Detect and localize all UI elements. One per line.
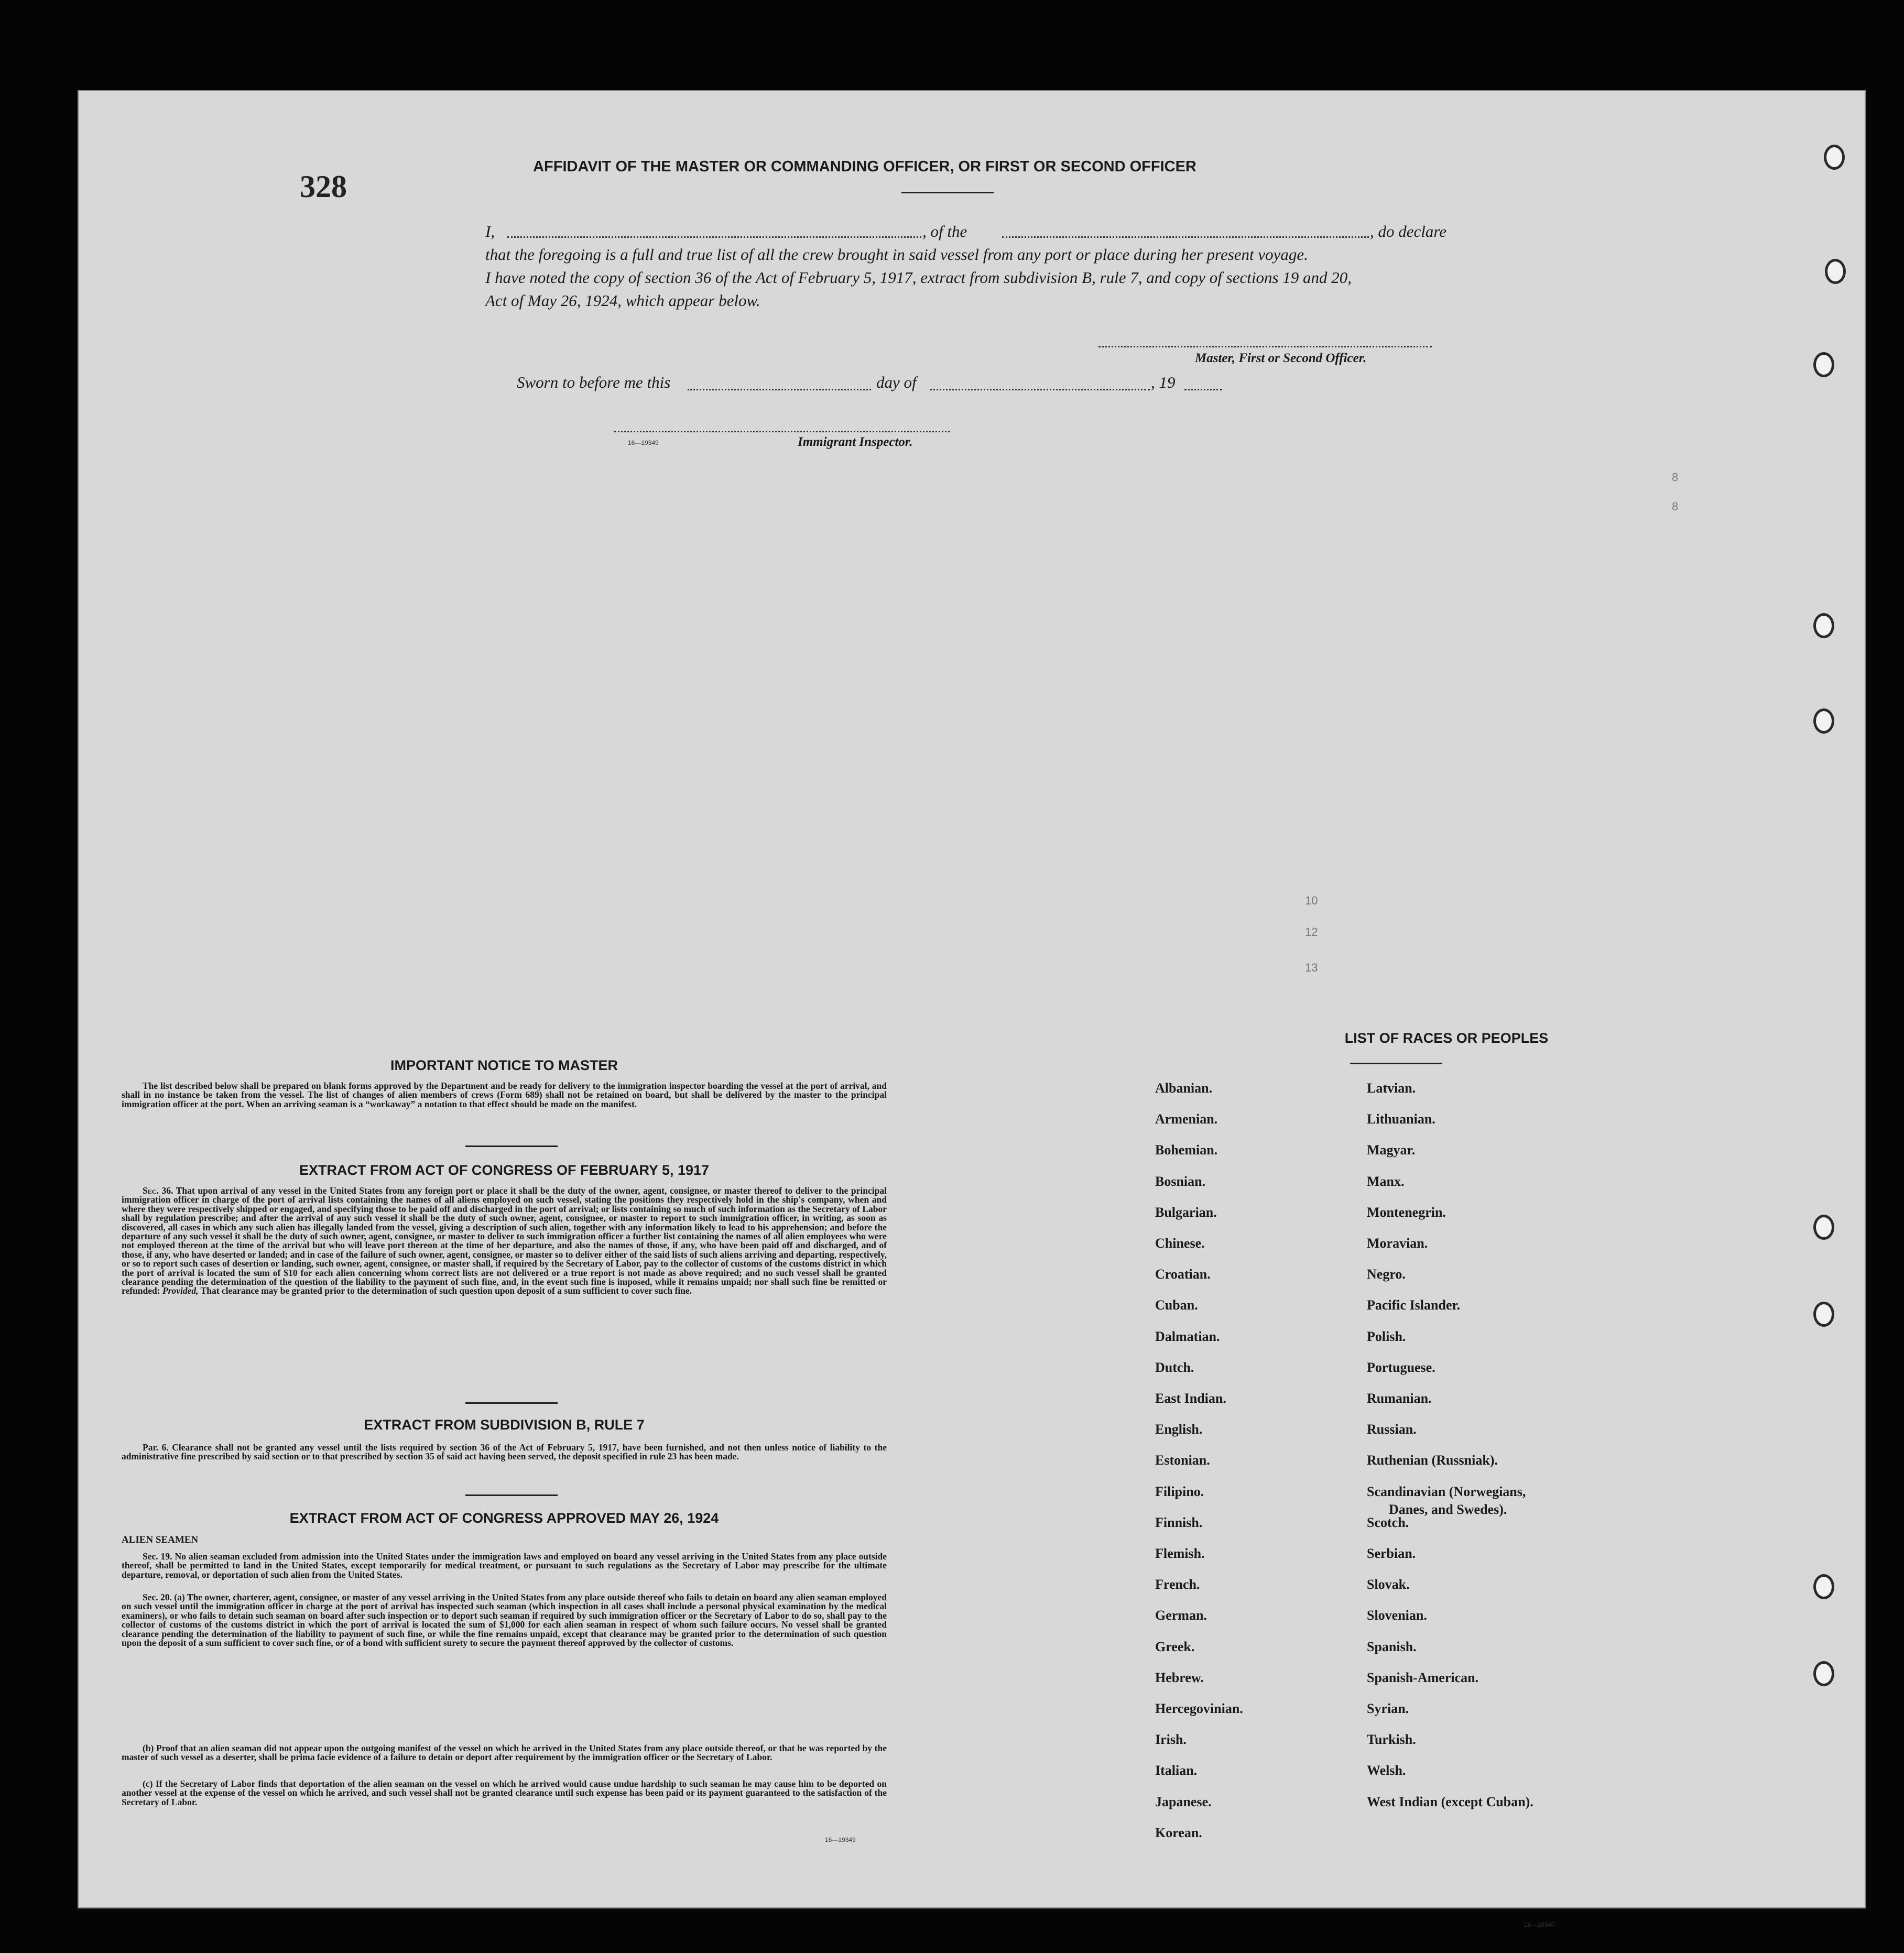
section-rule (465, 1494, 558, 1496)
race-item: Slovak. (1367, 1577, 1410, 1592)
race-item: Hercegovinian. (1155, 1701, 1243, 1716)
sec-36-text-end: That clearance may be granted prior to the determination of such question upon deposit of a sum sufficient to cover such fine. (200, 1285, 692, 1296)
title-rule (901, 192, 994, 193)
year-blank (1184, 389, 1222, 390)
races-title: LIST OF RACES OR PEOPLES (1344, 1030, 1549, 1046)
race-item: Serbian. (1367, 1546, 1416, 1561)
race-item: Negro. (1367, 1267, 1406, 1282)
day-blank (688, 389, 871, 390)
punch-hole (1813, 708, 1834, 734)
punch-hole (1813, 1215, 1834, 1240)
inspector-label: Immigrant Inspector. (798, 435, 913, 449)
race-item: Welsh. (1367, 1763, 1406, 1779)
race-item: Irish. (1155, 1732, 1187, 1748)
race-item: West Indian (except Cuban). (1367, 1794, 1533, 1809)
punch-hole (1824, 145, 1845, 170)
race-item: Moravian. (1367, 1236, 1428, 1251)
race-item: Scandinavian (Norwegians, (1367, 1483, 1526, 1499)
race-item: Filipino. (1155, 1483, 1204, 1499)
form-number: 16—19349 (628, 439, 659, 446)
extract-1917-body (122, 1186, 887, 1296)
stamp-mark: 328 (300, 169, 347, 204)
race-item: Magyar. (1367, 1142, 1416, 1158)
sec-20c-text: (c) If the Secretary of Labor finds that deportation of the alien seaman on the vessel on which he arrived would cause undue hardship to such seaman he may cause him to be deported on another vessel at the expense of the vessel on which he arrived, and such vessel shall not be granted clearance until such expense has been paid or its payment guaranteed to the satisfaction of the Secretary of Labor. (122, 1779, 887, 1807)
race-item: Dutch. (1155, 1359, 1194, 1375)
month-blank (930, 389, 1150, 390)
race-item: German. (1155, 1608, 1207, 1623)
affidavit-line3: I have noted the copy of section 36 of the Act of February 5, 1917, extract from subdivision B, rule 7, and copy of sections 19 and 20, (485, 268, 1352, 287)
bleed-through-mark: 8 (1672, 500, 1679, 513)
sec-19-text: Sec. 19. No alien seaman excluded from admission into the United States under the immigration laws and employed on board any vessel arriving in the United States from any place outside thereof, shall be permitted to land in the United States, except temporarily for medical treatment, or pursuant to such regulations as the Secretary of Labor may prescribe for the ultimate departure, removal, or deportation of such alien from the United States. (122, 1551, 887, 1580)
race-item: Polish. (1367, 1328, 1406, 1344)
race-item: Italian. (1155, 1763, 1198, 1779)
bleed-through-mark: 10 (1305, 894, 1318, 907)
race-item: Armenian. (1155, 1111, 1218, 1127)
provided-label: Provided, (162, 1285, 199, 1296)
notice-body: The list described below shall be prepared on blank forms approved by the Department and be ready for delivery to the immigration inspector boarding the vessel at the port of arrival, and shall in no instance be taken from the vessel. The list of changes of alien members of crews (Form 689) shall not be retained on board, but shall be delivered by the master to the principal immigration officer at the port. When an arriving seaman is a “workaway” a notation to that effect should be made on the manifest. (122, 1081, 887, 1109)
race-item: Finnish. (1155, 1514, 1203, 1530)
punch-hole (1813, 1302, 1834, 1327)
document-page (78, 90, 1866, 1928)
race-item: Danes, and Swedes). (1389, 1501, 1507, 1517)
section-rule (465, 1402, 558, 1404)
inspector-signature-line (614, 431, 950, 432)
punch-hole (1813, 352, 1834, 377)
race-item: Rumanian. (1367, 1391, 1432, 1406)
race-item: East Indian. (1155, 1391, 1226, 1406)
year-prefix: , 19 (1151, 373, 1176, 391)
punch-hole (1813, 1574, 1834, 1599)
master-label: Master, First or Second Officer. (1195, 351, 1367, 365)
race-item: Bulgarian. (1155, 1204, 1217, 1220)
affidavit-i: I, (485, 222, 495, 241)
name-blank (507, 236, 921, 238)
alien-seamen-subtitle: ALIEN SEAMEN (122, 1534, 199, 1545)
race-item: Croatian. (1155, 1267, 1211, 1282)
affidavit-of: , of the (922, 222, 967, 241)
master-signature-line (1098, 346, 1432, 347)
affidavit-declare: , do declare (1370, 222, 1447, 241)
affidavit-line4: Act of May 26, 1924, which appear below. (485, 291, 760, 310)
race-item: Montenegrin. (1367, 1204, 1446, 1220)
bleed-through-mark: 8 (1672, 471, 1679, 484)
sworn-prefix: Sworn to before me this (517, 373, 671, 391)
races-form-number: 16—19340 (1524, 1921, 1555, 1928)
extract-1917-title: EXTRACT FROM ACT OF CONGRESS OF FEBRUARY 5, 1917 (299, 1162, 710, 1178)
extract-1924-title: EXTRACT FROM ACT OF CONGRESS APPROVED MAY 26, 1924 (289, 1510, 719, 1526)
bleed-through-mark: 12 (1305, 925, 1318, 939)
race-item: Slovenian. (1367, 1608, 1427, 1623)
race-item: Spanish-American. (1367, 1670, 1479, 1685)
race-item: Syrian. (1367, 1701, 1409, 1716)
race-item: Turkish. (1367, 1732, 1416, 1748)
race-item: Manx. (1367, 1173, 1405, 1189)
race-item: Albanian. (1155, 1081, 1213, 1096)
affidavit-line2: that the foregoing is a full and true list of all the crew brought in said vessel from any port or place during her present voyage. (485, 245, 1308, 264)
race-item: Hebrew. (1155, 1670, 1204, 1685)
race-item: Estonian. (1155, 1453, 1210, 1468)
race-item: Chinese. (1155, 1236, 1205, 1251)
bleed-through-mark: 13 (1305, 961, 1318, 974)
extract-rule7-body: Par. 6. Clearance shall not be granted any vessel until the lists required by section 36 of the Act of February 5, 1917, have been furnished, and not then unless notice of liability to the administrative fine prescribed by said section or to that prescribed by section 35 of said act having been served, the deposit specified in rule 23 has been made. (122, 1442, 887, 1462)
form-number: 16—19349 (825, 1836, 856, 1843)
race-item: Scotch. (1367, 1514, 1409, 1530)
race-item: Bosnian. (1155, 1173, 1206, 1189)
race-item: Ruthenian (Russniak). (1367, 1453, 1498, 1468)
punch-hole (1825, 259, 1846, 284)
notice-title: IMPORTANT NOTICE TO MASTER (390, 1057, 618, 1073)
race-item: Korean. (1155, 1825, 1202, 1840)
sec-36-label: Sec. 36. (143, 1185, 173, 1196)
race-item: Cuban. (1155, 1297, 1198, 1313)
sec-20a-text: Sec. 20. (a) The owner, charterer, agent, consignee, or master of any vessel arriving in the United States from any place outside thereof who fails to detain on board any alien seaman employed on such vessel until the immigration officer in charge at the port of arrival has inspected such seaman (which inspection in all cases shall include a personal physical examination by the medical examiners), or who fails to detain such seaman on board after such inspection or to deport such seaman if required by such immigration officer or the Secretary of Labor to do so, shall pay to the collector of customs of the customs district in which the port of arrival is located the sum of $1,000 for each alien seaman in respect of whom such failure occurs. No vessel shall be granted clearance pending the determination of the liability to payment of such fine, or while the fine remains unpaid, except that clearance may be granted prior to the determination of such question upon the deposit of a sum sufficient to cover such fine, or of a bond with sufficient surety to secure the payment thereof approved by the collector of customs. (122, 1592, 887, 1649)
race-item: Lithuanian. (1367, 1111, 1435, 1127)
race-item: Pacific Islander. (1367, 1297, 1461, 1313)
section-rule (465, 1145, 558, 1147)
race-item: French. (1155, 1577, 1200, 1592)
punch-hole (1813, 1661, 1834, 1686)
extract-rule7-title: EXTRACT FROM SUBDIVISION B, RULE 7 (364, 1417, 645, 1433)
race-item: Greek. (1155, 1639, 1195, 1654)
race-item: Russian. (1367, 1422, 1417, 1437)
day-of: day of (876, 373, 917, 391)
sec-20b-text: (b) Proof that an alien seaman did not appear upon the outgoing manifest of the vessel on which he arrived in the United States from any place outside thereof, or that he was reported by the master of such vessel as a deserter, shall be prima facie evidence of a failure to detain or deport after requirement by the immigration officer or the Secretary of Labor. (122, 1743, 887, 1763)
affidavit-title: AFFIDAVIT OF THE MASTER OR COMMANDING OFFICER, OR FIRST OR SECOND OFFICER (533, 158, 1196, 175)
race-item: Bohemian. (1155, 1142, 1218, 1158)
race-item: Japanese. (1155, 1794, 1212, 1809)
race-item: Flemish. (1155, 1546, 1205, 1561)
vessel-blank (1002, 236, 1369, 238)
punch-hole (1813, 613, 1834, 638)
races-rule (1350, 1063, 1442, 1064)
race-item: Portuguese. (1367, 1359, 1435, 1375)
race-item: Spanish. (1367, 1639, 1417, 1654)
race-item: Dalmatian. (1155, 1328, 1220, 1344)
sec-36-text: That upon arrival of any vessel in the United States from any foreign port or place it shall be the duty of the owner, agent, consignee, or master thereof to deliver to the principal immigration officer in charge of the port of arrival lists containing the names of all aliens employed on such vessel, stating the positions they respectively hold in the ship's company, when and where they were respectively shipped or engaged, and specifying those to be paid off and discharged in the port of arrival; or lists containing so much of such information as the Secretary of Labor shall by regulation prescribe; and after the arrival of any such vessel it shall be the duty of such owner, agent, consignee, or master to report to such immigration officer, in writing, as soon as discovered, all cases in which any such alien has illegally landed from the vessel, giving a description of such alien, together with any information likely to lead to his apprehension; and before the departure of any such vessel it shall be the duty of such owner, agent, consignee, or master to deliver to such immigration officer a further list containing the names of all alien employees who were not employed thereon at the time of the arrival but who will leave port thereon at the time of her departure, and also the names of those, if any, who have been paid off and discharged, and of those, if any, who have deserted or landed; and in case of the failure of such owner, agent, consignee, or master so to deliver either of the said lists of such aliens arriving and departing, respectively, or so to report such cases of desertion or landing, such owner, agent, consignee, or master shall, if required by the Secretary of Labor, pay to the collector of customs of the customs district in which the port of arrival is located the sum of $10 for each alien concerning whom correct lists are not delivered or a true report is not made as above required; and no such vessel shall be granted clearance pending the determination of the question of the liability to the payment of such fine, and, in the event such fine is imposed, while it remains unpaid; nor shall such fine be remitted or refunded: (122, 1185, 887, 1296)
race-item: English. (1155, 1422, 1203, 1437)
race-item: Latvian. (1367, 1081, 1416, 1096)
